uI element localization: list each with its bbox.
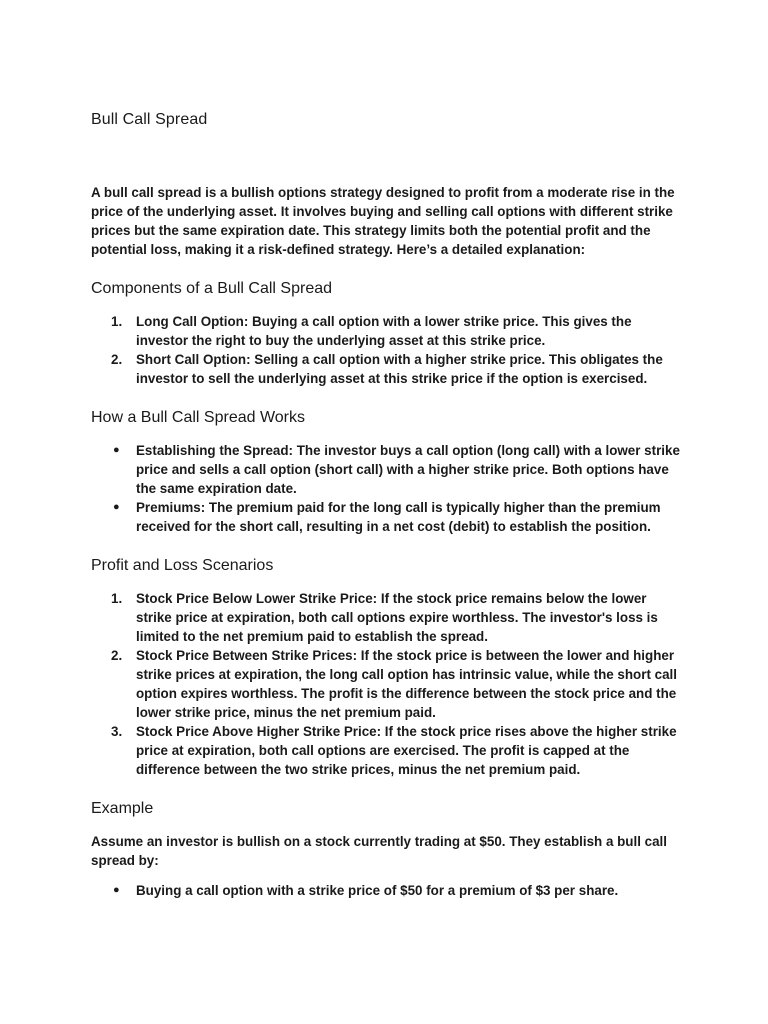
bullet-icon: ● bbox=[113, 444, 120, 456]
intro-paragraph: A bull call spread is a bullish options strategy designed to profit from a moderate rise in the price of the underlying asset. It involves buying and selling call options with different strike prices but the same expiration date. This strategy limits both the potential profit and the potential loss, making it a risk-defined strategy. Here’s a detailed explanation: bbox=[91, 185, 675, 257]
section-heading-profit-loss: Profit and Loss Scenarios bbox=[91, 557, 274, 574]
list-number: 1. bbox=[111, 591, 123, 606]
list-item bbox=[91, 312, 681, 350]
list-item-text: Buying a call option with a strike price of $50 for a premium of $3 per share. bbox=[136, 883, 619, 898]
document-page bbox=[91, 108, 681, 900]
list-item bbox=[91, 589, 681, 646]
bullet-icon: ● bbox=[113, 884, 120, 896]
list-item bbox=[91, 646, 681, 722]
list-item-text: Stock Price Below Lower Strike Price: If the stock price remains below the lower strike price at expiration, both call options expire worthless. The investor's loss is limited to the net premium paid to establish the spread. bbox=[136, 591, 658, 644]
list-item-text: Stock Price Above Higher Strike Price: If the stock price rises above the higher strike price at expiration, both call options are exercised. The profit is capped at the difference between the two strike prices, minus the net premium paid. bbox=[136, 724, 677, 777]
list-item bbox=[91, 350, 681, 388]
profit-loss-list bbox=[91, 589, 681, 779]
example-list bbox=[91, 881, 681, 900]
how-it-works-list bbox=[91, 441, 681, 536]
list-item-text: Long Call Option: Buying a call option with a lower strike price. This gives the investor the right to buy the underlying asset at this strike price. bbox=[136, 314, 632, 348]
document-title: Bull Call Spread bbox=[91, 111, 208, 128]
list-number: 3. bbox=[111, 724, 123, 739]
list-item-text: Premiums: The premium paid for the long call is typically higher than the premium received for the short call, resulting in a net cost (debit) to establish the position. bbox=[136, 500, 661, 534]
section-heading-how-it-works: How a Bull Call Spread Works bbox=[91, 409, 306, 426]
list-item-text: Stock Price Between Strike Prices: If the stock price is between the lower and higher strike prices at expiration, the long call option has intrinsic value, while the short call option expires worthless. The profit is the difference between the stock price and the lower strike price, minus the net premium paid. bbox=[136, 648, 677, 720]
bullet-icon: ● bbox=[113, 501, 120, 513]
list-number: 2. bbox=[111, 648, 123, 663]
list-item-text: Short Call Option: Selling a call option with a higher strike price. This obligates the investor to sell the underlying asset at this strike price if the option is exercised. bbox=[136, 352, 663, 386]
list-item-text: Establishing the Spread: The investor buys a call option (long call) with a lower strike price and sells a call option (short call) with a higher strike price. Both options have the same expiration date. bbox=[136, 443, 680, 496]
example-paragraph: Assume an investor is bullish on a stock currently trading at $50. They establish a bull call spread by: bbox=[91, 834, 667, 868]
list-number: 2. bbox=[111, 352, 123, 367]
components-list bbox=[91, 312, 681, 388]
list-number: 1. bbox=[111, 314, 123, 329]
section-heading-example: Example bbox=[91, 800, 154, 817]
list-item bbox=[91, 498, 681, 536]
section-heading-components: Components of a Bull Call Spread bbox=[91, 280, 333, 297]
list-item bbox=[91, 722, 681, 779]
list-item bbox=[91, 881, 681, 900]
list-item bbox=[91, 441, 681, 498]
